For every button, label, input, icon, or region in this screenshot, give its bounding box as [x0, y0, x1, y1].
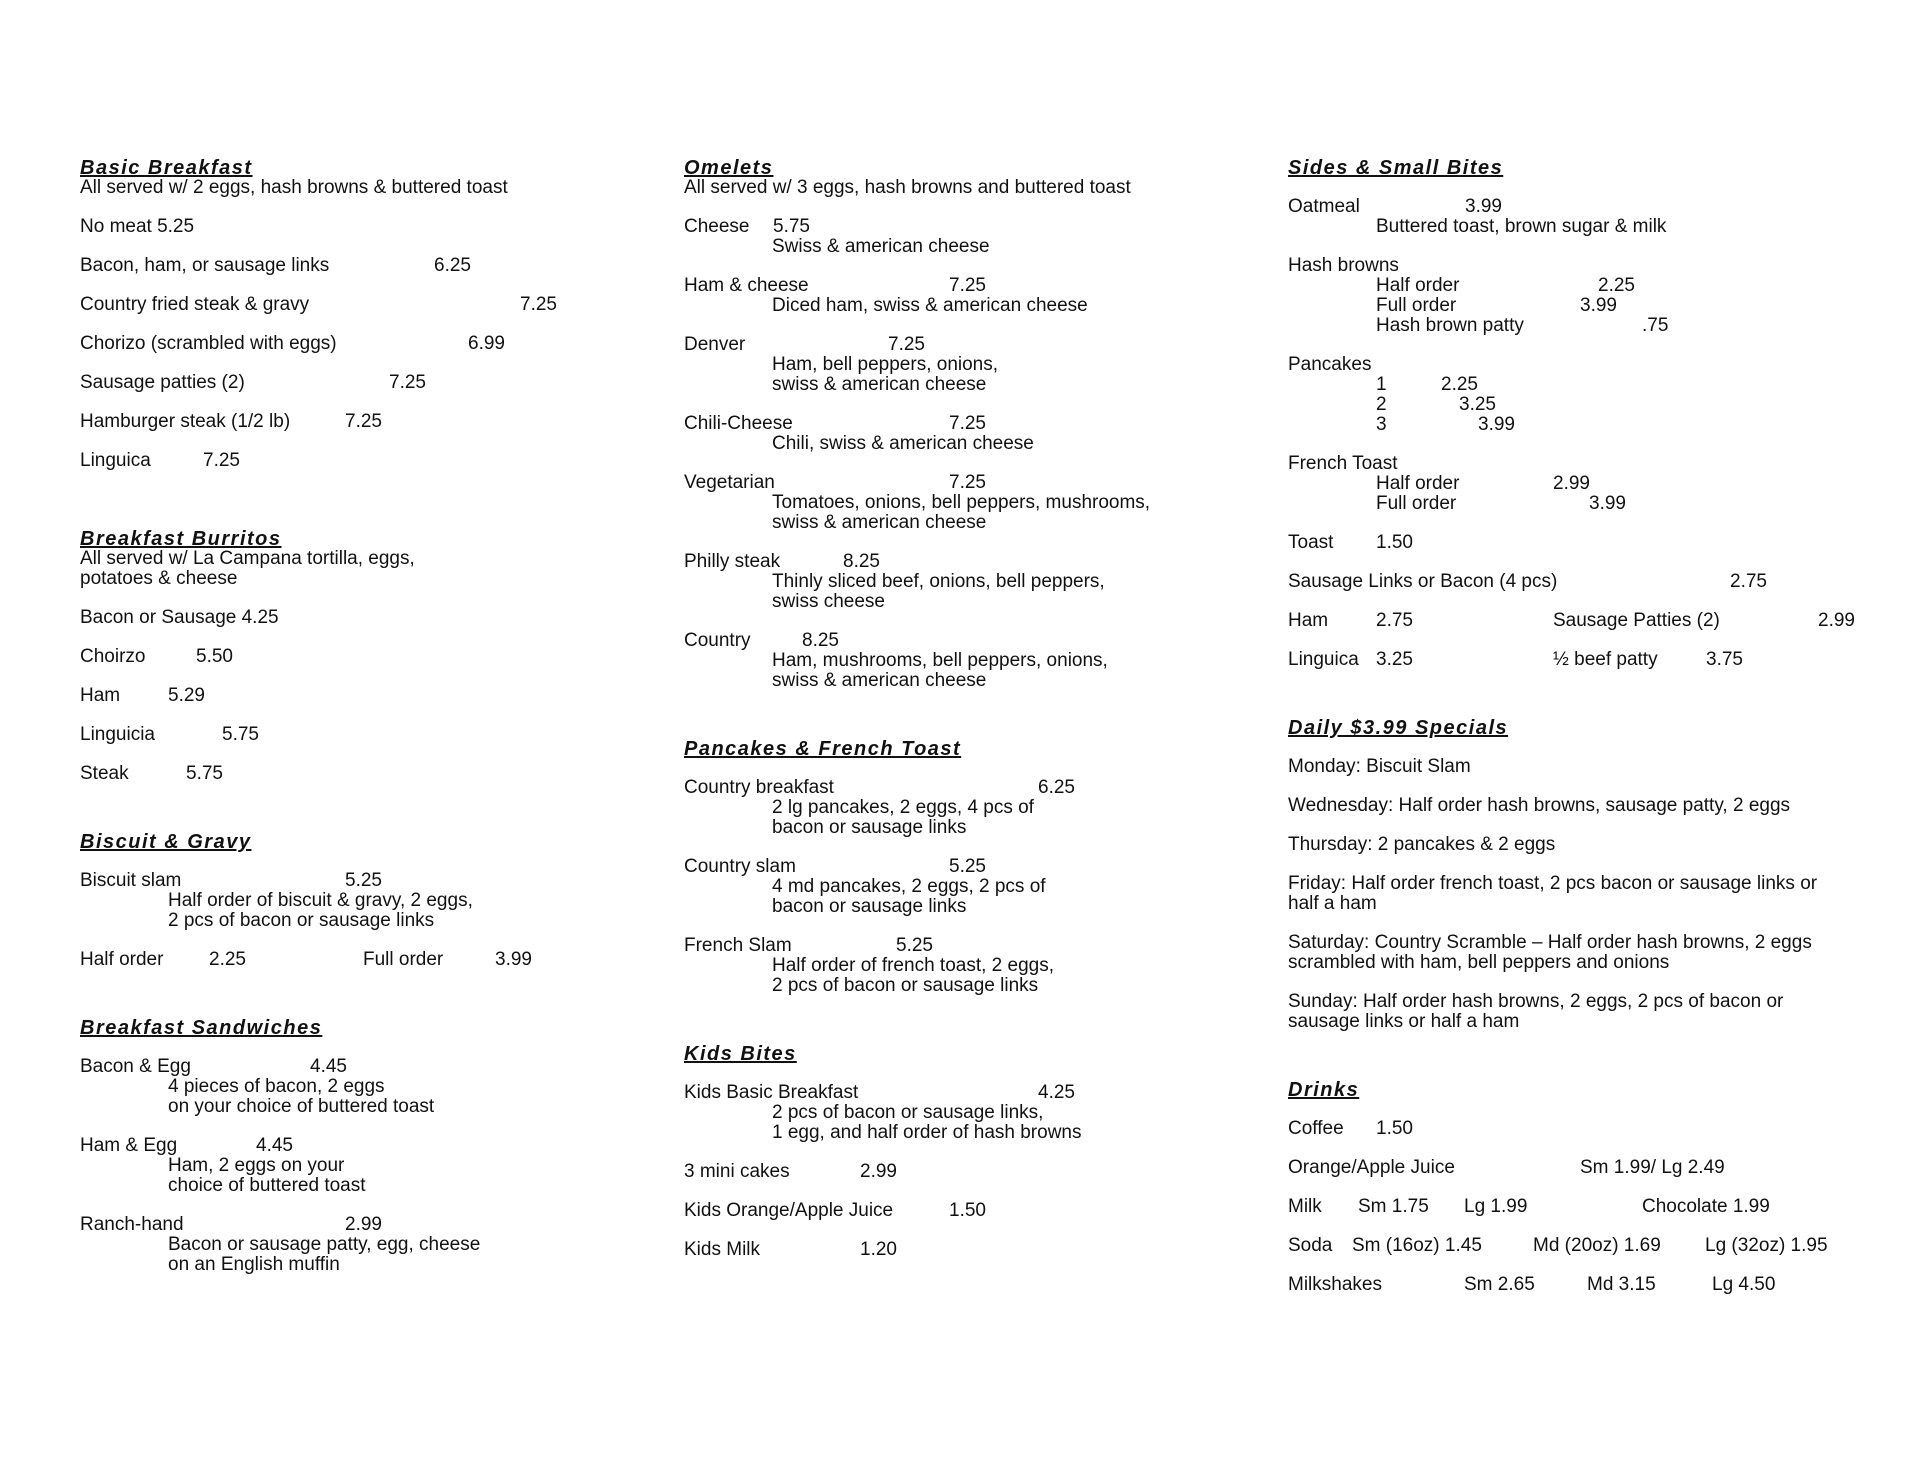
- menu-item: [684, 276, 1244, 296]
- item-description: Buttered toast, brown sugar & milk: [1376, 216, 1667, 237]
- item-name: Chili-Cheese: [684, 413, 793, 434]
- item-price: Lg 4.50: [1712, 1274, 1776, 1295]
- item-description: Diced ham, swiss & american cheese: [772, 295, 1088, 316]
- item-price: 5.25: [949, 856, 986, 877]
- section-omelets: [684, 158, 1244, 691]
- item-price: 8.25: [802, 630, 839, 651]
- item-name: Bacon & Egg: [80, 1056, 191, 1077]
- menu-item: [80, 608, 640, 628]
- special-day: Thursday: 2 pancakes & 2 eggs: [1288, 834, 1556, 855]
- item-description: Half order of french toast, 2 eggs, 2 pcs of bacon or sausage links: [772, 955, 1054, 996]
- special-day: Sunday: Half order hash browns, 2 eggs, 2 pcs of bacon or sausage links or half a ham: [1288, 991, 1784, 1032]
- section-title: Breakfast Burritos: [80, 528, 282, 550]
- menu-item: [80, 1215, 640, 1235]
- item-description: 2 lg pancakes, 2 eggs, 4 pcs of bacon or sausage links: [772, 797, 1034, 838]
- menu-item: [684, 335, 1244, 355]
- sub-item: 1 2.25: [1376, 374, 1478, 395]
- special-day: Monday: Biscuit Slam: [1288, 756, 1471, 777]
- menu-item: [80, 373, 640, 393]
- menu-column-middle: [684, 158, 1244, 1260]
- section-basic-breakfast: [80, 158, 640, 471]
- item-price: 7.25: [949, 275, 986, 296]
- item-price: 7.25: [203, 450, 240, 471]
- section-title: Drinks: [1288, 1079, 1360, 1101]
- item-name: Philly steak: [684, 551, 781, 572]
- item-name: Milk: [1288, 1196, 1322, 1217]
- menu-item: [80, 686, 640, 706]
- item-name: Kids Basic Breakfast: [684, 1082, 859, 1103]
- item-price: 7.25: [389, 372, 426, 393]
- item-name: Biscuit slam: [80, 870, 182, 891]
- item-name: Country breakfast: [684, 777, 834, 798]
- menu-item: [1288, 197, 1908, 217]
- item-name: ½ beef patty: [1553, 649, 1658, 670]
- item-name: Coffee: [1288, 1118, 1344, 1139]
- item-price: 5.75: [773, 216, 810, 237]
- menu-item: [80, 295, 640, 315]
- item-name: Vegetarian: [684, 472, 775, 493]
- menu-item: [684, 857, 1244, 877]
- menu-item: [1288, 454, 1908, 474]
- item-price: Sm 1.75: [1358, 1196, 1429, 1217]
- item-description: 4 pieces of bacon, 2 eggs on your choice of buttered toast: [168, 1076, 435, 1117]
- item-price: 7.25: [888, 334, 925, 355]
- item-description: 2 pcs of bacon or sausage links, 1 egg, and half order of hash browns: [772, 1102, 1082, 1143]
- item-description: Bacon or sausage patty, egg, cheese on an English muffin: [168, 1234, 481, 1275]
- item-description: Half order of biscuit & gravy, 2 eggs, 2 pcs of bacon or sausage links: [168, 890, 473, 931]
- menu-item: [684, 473, 1244, 493]
- menu-item: [80, 950, 640, 970]
- item-name: Full order: [363, 949, 444, 970]
- menu-item: [80, 764, 640, 784]
- item-price: 2.25: [209, 949, 246, 970]
- section-breakfast-sandwiches: [80, 1018, 640, 1275]
- menu-item: [80, 725, 640, 745]
- sub-item: 3 3.99: [1376, 414, 1515, 435]
- menu-item: [80, 647, 640, 667]
- item-price: 1.50: [949, 1200, 986, 1221]
- menu-item: [80, 1057, 640, 1077]
- menu-item: [1288, 650, 1908, 670]
- item-name: Oatmeal: [1288, 196, 1360, 217]
- item-price: 8.25: [843, 551, 880, 572]
- item-name: French Slam: [684, 935, 792, 956]
- item-name: Hash browns: [1288, 255, 1399, 276]
- menu-item: [684, 414, 1244, 434]
- item-name: Hamburger steak (1/2 lb): [80, 411, 291, 432]
- section-title: Pancakes & French Toast: [684, 738, 962, 760]
- special-day: Friday: Half order french toast, 2 pcs bacon or sausage links or half a ham: [1288, 873, 1818, 914]
- menu-item: [1288, 611, 1908, 631]
- section-subtitle: All served w/ 3 eggs, hash browns and buttered toast: [684, 177, 1131, 198]
- item-name: 3 mini cakes: [684, 1161, 790, 1182]
- menu-item: [684, 778, 1244, 798]
- section-title: Biscuit & Gravy: [80, 831, 252, 853]
- section-pancakes-french-toast: [684, 739, 1244, 996]
- item-name: Sausage patties (2): [80, 372, 245, 393]
- sub-item: Half order 2.25: [1376, 275, 1635, 296]
- item-price: 4.25: [1038, 1082, 1075, 1103]
- section-title: Kids Bites: [684, 1043, 797, 1065]
- special-day: Wednesday: Half order hash browns, sausage patty, 2 eggs: [1288, 795, 1791, 816]
- item-name: Toast: [1288, 532, 1334, 553]
- item-price: 3.99: [1465, 196, 1502, 217]
- item-price: Md 3.15: [1587, 1274, 1656, 1295]
- item-price: 1.50: [1376, 1118, 1413, 1139]
- item-price: 4.45: [310, 1056, 347, 1077]
- item-price: 6.25: [434, 255, 471, 276]
- menu-item: [80, 256, 640, 276]
- item-name: Linguica: [1288, 649, 1359, 670]
- item-description: Ham, bell peppers, onions, swiss & american cheese: [772, 354, 999, 395]
- section-biscuit-gravy: [80, 832, 640, 970]
- item-name: Pancakes: [1288, 354, 1372, 375]
- item-price: 5.29: [168, 685, 205, 706]
- menu-item: [684, 1240, 1244, 1260]
- item-name: Ham & Egg: [80, 1135, 178, 1156]
- item-price: Chocolate 1.99: [1642, 1196, 1770, 1217]
- item-price: 2.99: [1818, 610, 1855, 631]
- item-price: Lg (32oz) 1.95: [1705, 1235, 1828, 1256]
- section-daily-specials: [1288, 718, 1908, 1032]
- item-price: 5.25: [896, 935, 933, 956]
- item-description: Tomatoes, onions, bell peppers, mushrooms, swiss & american cheese: [772, 492, 1151, 533]
- section-subtitle: potatoes & cheese: [80, 568, 238, 589]
- section-sides: [1288, 158, 1908, 670]
- menu-item: [684, 217, 1244, 237]
- item-name: Ham & cheese: [684, 275, 809, 296]
- item-price: 2.75: [1376, 610, 1413, 631]
- item-price: 7.25: [345, 411, 382, 432]
- item-price: 3.75: [1706, 649, 1743, 670]
- item-name: Choirzo: [80, 646, 146, 667]
- item-price: 1.50: [1376, 532, 1413, 553]
- menu-item: [684, 1083, 1244, 1103]
- section-title: Sides & Small Bites: [1288, 157, 1504, 179]
- item-price: 5.75: [222, 724, 259, 745]
- menu-item: [684, 552, 1244, 572]
- menu-item: [1288, 1275, 1908, 1295]
- sub-item: Half order 2.99: [1376, 473, 1590, 494]
- menu-item: [80, 412, 640, 432]
- item-description: Chili, swiss & american cheese: [772, 433, 1034, 454]
- menu-item: [1288, 572, 1908, 592]
- section-kids-bites: [684, 1044, 1244, 1260]
- item-name: Country fried steak & gravy: [80, 294, 310, 315]
- item-price: 7.25: [949, 472, 986, 493]
- item-price: 5.50: [196, 646, 233, 667]
- menu-item: [1288, 1236, 1908, 1256]
- menu-item: [684, 936, 1244, 956]
- item-name: Bacon, ham, or sausage links: [80, 255, 330, 276]
- item-description: 4 md pancakes, 2 eggs, 2 pcs of bacon or sausage links: [772, 876, 1046, 917]
- menu-item: [1288, 355, 1908, 375]
- menu-item: [684, 1162, 1244, 1182]
- section-title: Omelets: [684, 157, 774, 179]
- item-name: Soda: [1288, 1235, 1333, 1256]
- menu-item: [80, 217, 640, 237]
- sub-item: Full order 3.99: [1376, 493, 1626, 514]
- item-price: 1.20: [860, 1239, 897, 1260]
- item-description: Thinly sliced beef, onions, bell peppers, swiss cheese: [772, 571, 1105, 612]
- item-name: Steak: [80, 763, 129, 784]
- item-price: 2.99: [860, 1161, 897, 1182]
- sub-item: Full order 3.99: [1376, 295, 1617, 316]
- menu-item: [1288, 1158, 1908, 1178]
- item-name: Orange/Apple Juice: [1288, 1157, 1455, 1178]
- item-description: Ham, 2 eggs on your choice of buttered toast: [168, 1155, 366, 1196]
- sub-item: 2 3.25: [1376, 394, 1496, 415]
- item-name: Half order: [80, 949, 164, 970]
- item-name: Country slam: [684, 856, 796, 877]
- menu-item: [80, 1136, 640, 1156]
- item-price: 6.25: [1038, 777, 1075, 798]
- item-name: Milkshakes: [1288, 1274, 1382, 1295]
- item-price: Md (20oz) 1.69: [1533, 1235, 1661, 1256]
- item-description: Swiss & american cheese: [772, 236, 990, 257]
- item-name: Linguica: [80, 450, 151, 471]
- item-price: Sm 2.65: [1464, 1274, 1535, 1295]
- item-price: 2.99: [345, 1214, 382, 1235]
- section-drinks: [1288, 1080, 1908, 1295]
- section-title: Basic Breakfast: [80, 157, 253, 179]
- item-name: Sausage Links or Bacon (4 pcs): [1288, 571, 1558, 592]
- item-name: Bacon or Sausage 4.25: [80, 607, 279, 628]
- section-subtitle: All served w/ 2 eggs, hash browns & buttered toast: [80, 177, 508, 198]
- special-day: Saturday: Country Scramble – Half order hash browns, 2 eggs scrambled with ham, bell peppers and onions: [1288, 932, 1812, 973]
- item-price: 4.45: [256, 1135, 293, 1156]
- item-price: Sm (16oz) 1.45: [1352, 1235, 1482, 1256]
- menu-item: [80, 451, 640, 471]
- section-breakfast-burritos: [80, 529, 640, 784]
- menu-item: [1288, 1197, 1908, 1217]
- item-name: Denver: [684, 334, 746, 355]
- section-title: Breakfast Sandwiches: [80, 1017, 323, 1039]
- item-name: Ham: [80, 685, 121, 706]
- item-name: Country: [684, 630, 751, 651]
- item-name: French Toast: [1288, 453, 1398, 474]
- section-subtitle: All served w/ La Campana tortilla, eggs,: [80, 548, 415, 569]
- item-price: Lg 1.99: [1464, 1196, 1528, 1217]
- item-name: Ranch-hand: [80, 1214, 184, 1235]
- menu-item: [1288, 533, 1908, 553]
- item-price: 3.25: [1376, 649, 1413, 670]
- section-title: Daily $3.99 Specials: [1288, 717, 1509, 739]
- item-price: 7.25: [520, 294, 557, 315]
- item-name: Linguicia: [80, 724, 155, 745]
- item-name: Cheese: [684, 216, 750, 237]
- sub-item: Hash brown patty .75: [1376, 315, 1669, 336]
- item-name: Chorizo (scrambled with eggs): [80, 333, 337, 354]
- item-price: 5.75: [186, 763, 223, 784]
- menu-column-left: [80, 158, 640, 1275]
- menu-item: [684, 1201, 1244, 1221]
- item-price: 5.25: [345, 870, 382, 891]
- menu-item: [1288, 256, 1908, 276]
- menu-column-right: [1288, 158, 1908, 1295]
- item-description: Ham, mushrooms, bell peppers, onions, swiss & american cheese: [772, 650, 1108, 691]
- item-price: 6.99: [468, 333, 505, 354]
- menu-item: [1288, 1119, 1908, 1139]
- item-price: 2.75: [1730, 571, 1767, 592]
- item-name: Sausage Patties (2): [1553, 610, 1720, 631]
- item-name: Kids Orange/Apple Juice: [684, 1200, 894, 1221]
- item-price: Sm 1.99/ Lg 2.49: [1580, 1157, 1725, 1178]
- item-name: No meat 5.25: [80, 216, 195, 237]
- menu-item: [80, 334, 640, 354]
- item-price: 3.99: [495, 949, 532, 970]
- item-name: Kids Milk: [684, 1239, 761, 1260]
- menu-item: [80, 871, 640, 891]
- item-price: 7.25: [949, 413, 986, 434]
- menu-item: [684, 631, 1244, 651]
- item-name: Ham: [1288, 610, 1329, 631]
